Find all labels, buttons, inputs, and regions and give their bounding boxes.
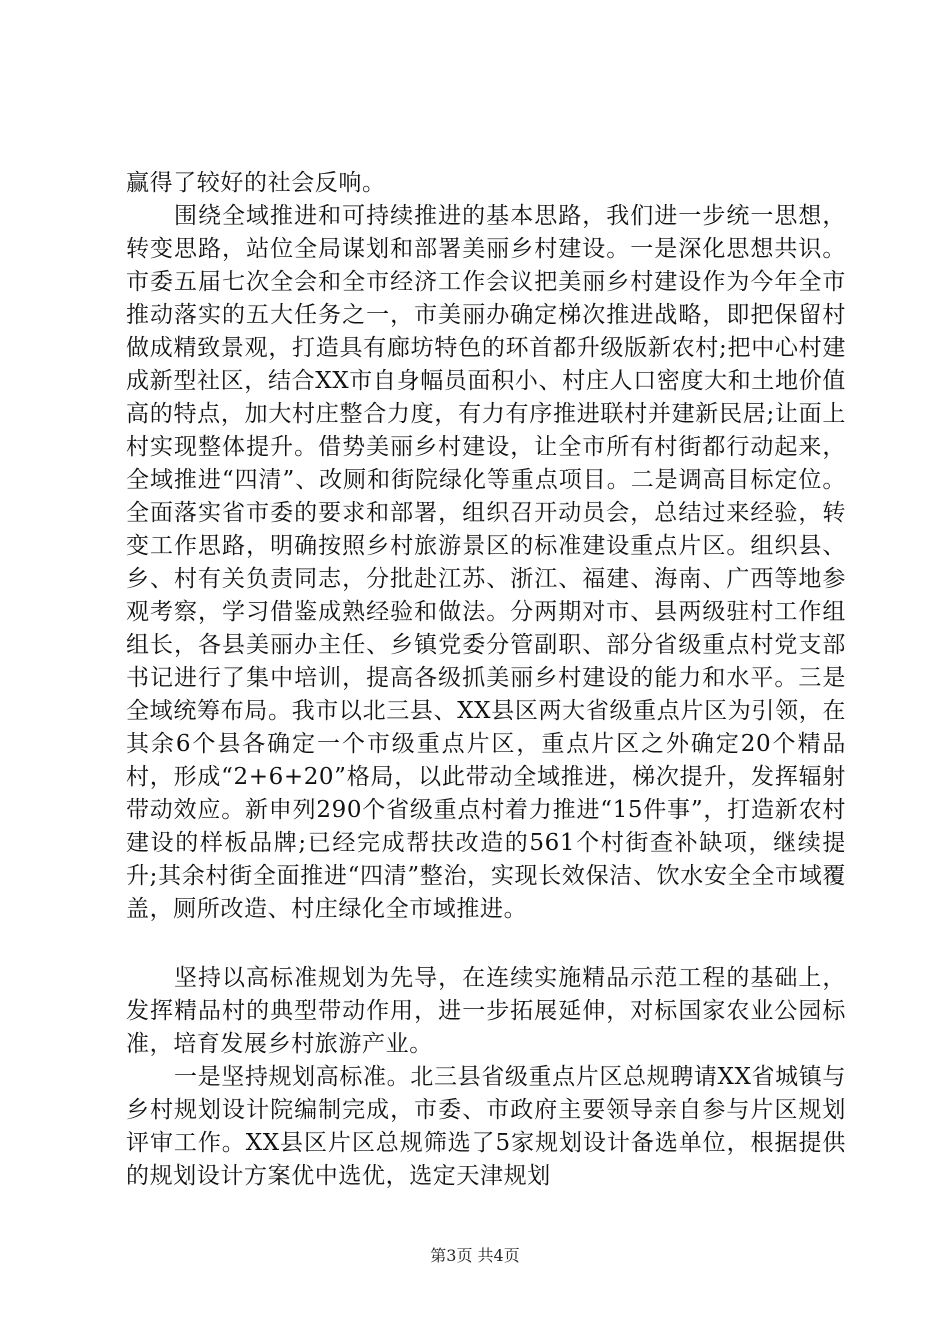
paragraph-overall-approach: 围绕全域推进和可持续推进的基本思路，我们进一步统一思想，转变思路，站位全局谋划和部署美丽乡村建设。一是深化思想共识。市委五届七次全会和全市经济工作会议把美丽乡村建设作为今年全市推动落实的五大任务之一，市美丽办确定梯次推进战略，即把保留村做成精致景观，打造具有廊坊特色的环首都升级版新农村;把中心村建成新型社区，结合XX市自身幅员面积小、村庄人口密度大和土地价值高的特点，加大村庄整合力度，有力有序推进联村并建新民居;让面上村实现整体提升。借势美丽乡村建设，让全市所有村街都行动起来，全域推进“四清”、改厕和街院绿化等重点项目。二是调高目标定位。全面落实省市委的要求和部署，组织召开动员会，总结过来经验，转变工作思路，明确按照乡村旅游景区的标准建设重点片区。组织县、乡、村有关负责同志，分批赴江苏、浙江、福建、海南、广西等地参观考察，学习借鉴成熟经验和做法。分两期对市、县两级驻村工作组组长，各县美丽办主任、乡镇党委分管副职、部分省级重点村党支部书记进行了集中培训，提高各级抓美丽乡村建设的能力和水平。三是全域统筹布局。我市以北三县、XX县区两大省级重点片区为引领，在其余6个县各确定一个市级重点片区，重点片区之外确定20个精品村，形成“2+6+20”格局，以此带动全域推进，梯次提升，发挥辐射带动效应。新申列290个省级重点村着力推进“15件事”，打造新农村建设的样板品牌;已经完成帮扶改造的561个村街查补缺项，继续提升;其余村街全面推进“四清”整治，实现长效保洁、饮水安全全市域覆盖，厕所改造、村庄绿化全市域推进。 <box>126 203 846 922</box>
document-body <box>126 167 846 1193</box>
paragraph-spacer <box>126 926 846 962</box>
page-footer: 第3页 共4页 <box>430 1246 520 1265</box>
paragraph-planning-standard: 一是坚持规划高标准。北三县省级重点片区总规聘请XX省城镇与乡村规划设计院编制完成，市委、市政府主要领导亲自参与片区规划评审工作。XX县区片区总规筛选了5家规划设计备选单位，根据提供的规划设计方案优中选优，选定天津规划 <box>126 1064 846 1189</box>
paragraph-planning-lead: 坚持以高标准规划为先导，在连续实施精品示范工程的基础上，发挥精品村的典型带动作用，进一步拓展延伸，对标国家农业公园标准，培育发展乡村旅游产业。 <box>126 965 846 1057</box>
paragraph-continuation: 赢得了较好的社会反响。 <box>126 170 386 196</box>
